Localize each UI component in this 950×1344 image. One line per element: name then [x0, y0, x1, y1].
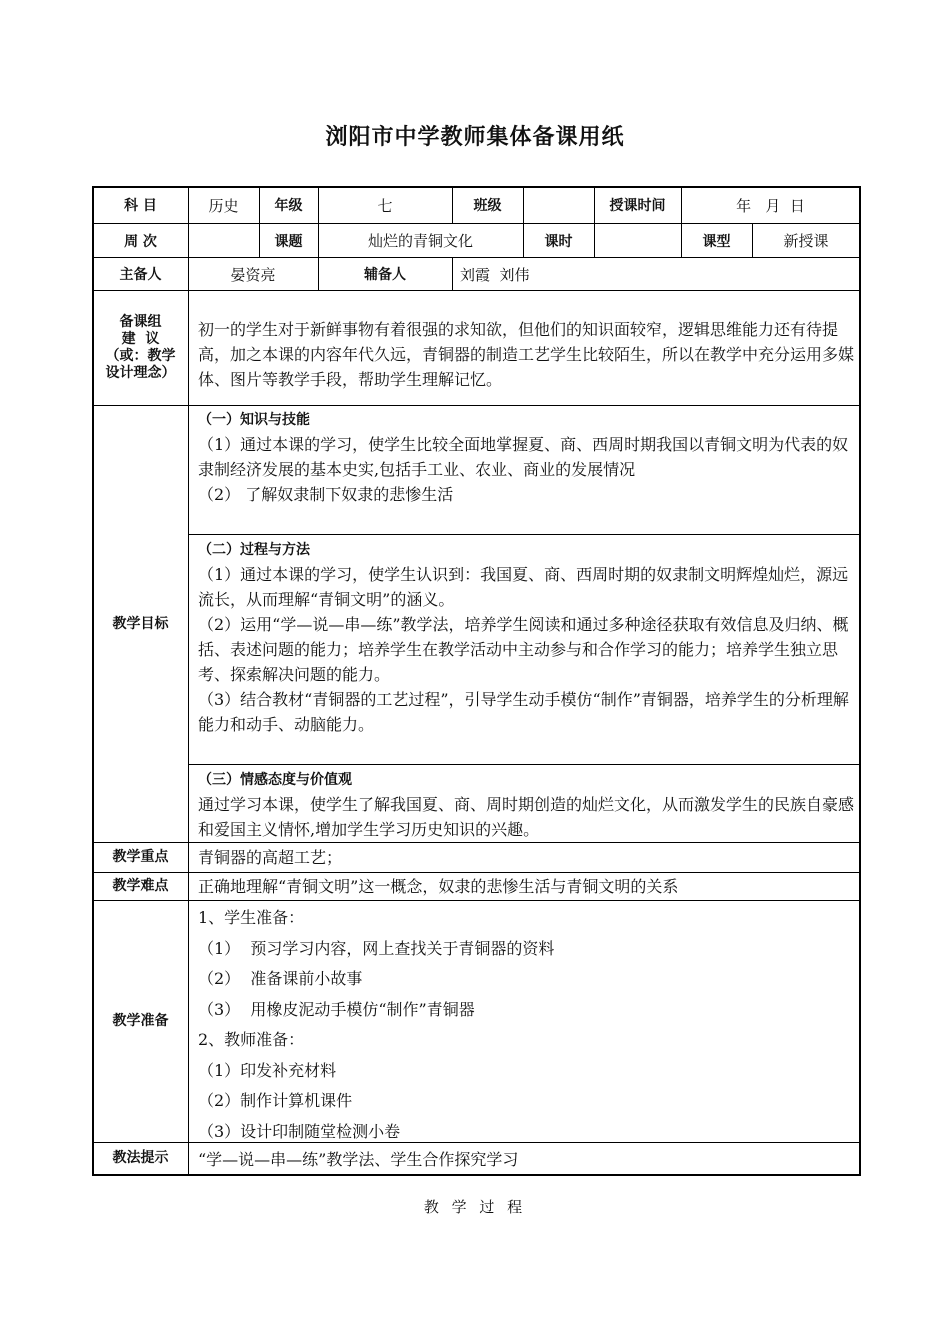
- preparation-line: （2）制作计算机课件: [198, 1091, 353, 1110]
- objective-line: （1）通过本课的学习，使学生认识到：我国夏、商、西周时期的奴隶制文明辉煌灿烂，源远流长，从而理解“青铜文明”的涵义。: [198, 565, 849, 609]
- topic-label: 课题: [274, 233, 303, 250]
- preparation-list: [198, 903, 856, 1147]
- preparation-line: （1） 预习学习内容，网上查找关于青铜器的资料: [198, 938, 555, 958]
- objective-section-process: [198, 538, 856, 737]
- objective-section-emotion: [198, 768, 856, 842]
- suggestion-label-line3: （或：教学: [105, 348, 176, 364]
- suggestion-label: [93, 291, 188, 405]
- objectives-label: 教学目标: [112, 615, 169, 632]
- type-value: 新授课: [783, 232, 829, 250]
- objective-line: （1）通过本课的学习，使学生比较全面地掌握夏、商、西周时期我国以青铜文明为代表的奴隶制经济发展的基本史实,包括手工业、农业、商业的发展情况: [198, 435, 849, 479]
- period-label: 课时: [544, 233, 573, 250]
- method-text: “学—说—串—练”教学法、学生合作探究学习: [198, 1150, 519, 1169]
- assistant-preparer-label: 辅备人: [364, 267, 406, 283]
- preparation-line: （3）设计印制随堂检测小卷: [198, 1121, 401, 1141]
- key-point-label: 教学重点: [112, 849, 169, 865]
- preparation-line: （1）印发补充材料: [198, 1060, 337, 1080]
- period-value: [594, 224, 681, 257]
- grade-value: 七: [377, 196, 393, 215]
- section-footer: 教 学 过 程: [423, 1198, 527, 1216]
- difficulty-label: 教学难点: [112, 878, 169, 894]
- difficulty-text: 正确地理解“青铜文明”这一概念，奴隶的悲惨生活与青铜文明的关系: [198, 877, 679, 896]
- time-label: 授课时间: [609, 198, 666, 214]
- topic-value: 灿烂的青铜文化: [367, 232, 473, 250]
- week-value: [188, 224, 259, 257]
- preparation-line: （2） 准备课前小故事: [198, 969, 363, 988]
- objective-line: （2）运用“学—说—串—练”教学法，培养学生阅读和通过多种途径获取有效信息及归纳、概括、表述问题的能力；培养学生在教学活动中主动参与和合作学习的能力；培养学生独立思考、探索解决问题的能力。: [198, 615, 849, 684]
- table-row-preparers: [93, 258, 860, 290]
- preparation-line: 1、学生准备：: [198, 908, 305, 927]
- type-label: 课型: [702, 233, 731, 250]
- class-value: [523, 187, 594, 223]
- suggestion-label-line1: 备课组: [119, 314, 162, 330]
- objective-heading: （一）知识与技能: [198, 412, 310, 428]
- preparation-line: 2、教师准备：: [198, 1030, 305, 1049]
- suggestion-text: 初一的学生对于新鲜事物有着很强的求知欲，但他们的知识面较窄，逻辑思维能力还有待提高，加之本课的内容年代久远，青铜器的制造工艺学生比较陌生，所以在教学中充分运用多媒体、图片等教学手段，帮助学生理解记忆。: [198, 320, 855, 389]
- preparation-label: 教学准备: [112, 1013, 169, 1029]
- class-label: 班级: [473, 198, 502, 214]
- objective-section-knowledge: [198, 408, 856, 507]
- time-value: 年 月 日: [736, 196, 805, 215]
- grade-label: 年级: [274, 198, 303, 214]
- key-point-text: 青铜器的高超工艺；: [198, 848, 343, 867]
- suggestion-label-line4: 设计理念）: [105, 365, 176, 381]
- subject-value: 历史: [208, 196, 239, 215]
- week-label: 周 次: [124, 233, 157, 250]
- objective-line: （2） 了解奴隶制下奴隶的悲惨生活: [198, 485, 454, 504]
- page-title: 浏阳市中学教师集体备课用纸: [325, 125, 625, 150]
- suggestion-label-line2: 建 议: [121, 331, 160, 347]
- objective-heading: （三）情感态度与价值观: [198, 772, 352, 788]
- objective-line: （3）结合教材“青铜器的工艺过程”，引导学生动手模仿“制作”青铜器，培养学生的分析理解能力和动手、动脑能力。: [198, 690, 849, 734]
- method-label: 教法提示: [112, 1150, 169, 1166]
- subject-label: 科 目: [124, 198, 157, 214]
- table-row-week: [93, 224, 860, 257]
- main-preparer-value: 晏资亮: [230, 265, 276, 284]
- objective-heading: （二）过程与方法: [198, 542, 310, 558]
- objective-line: 通过学习本课，使学生了解我国夏、商、周时期创造的灿烂文化，从而激发学生的民族自豪感和爱国主义情怀,增加学生学习历史知识的兴趣。: [198, 795, 855, 839]
- assistant-preparer-value: 刘霞 刘伟: [460, 265, 530, 284]
- preparation-line: （3） 用橡皮泥动手模仿“制作”青铜器: [198, 999, 475, 1019]
- main-preparer-label: 主备人: [119, 267, 162, 283]
- table-row-subject: [93, 187, 860, 223]
